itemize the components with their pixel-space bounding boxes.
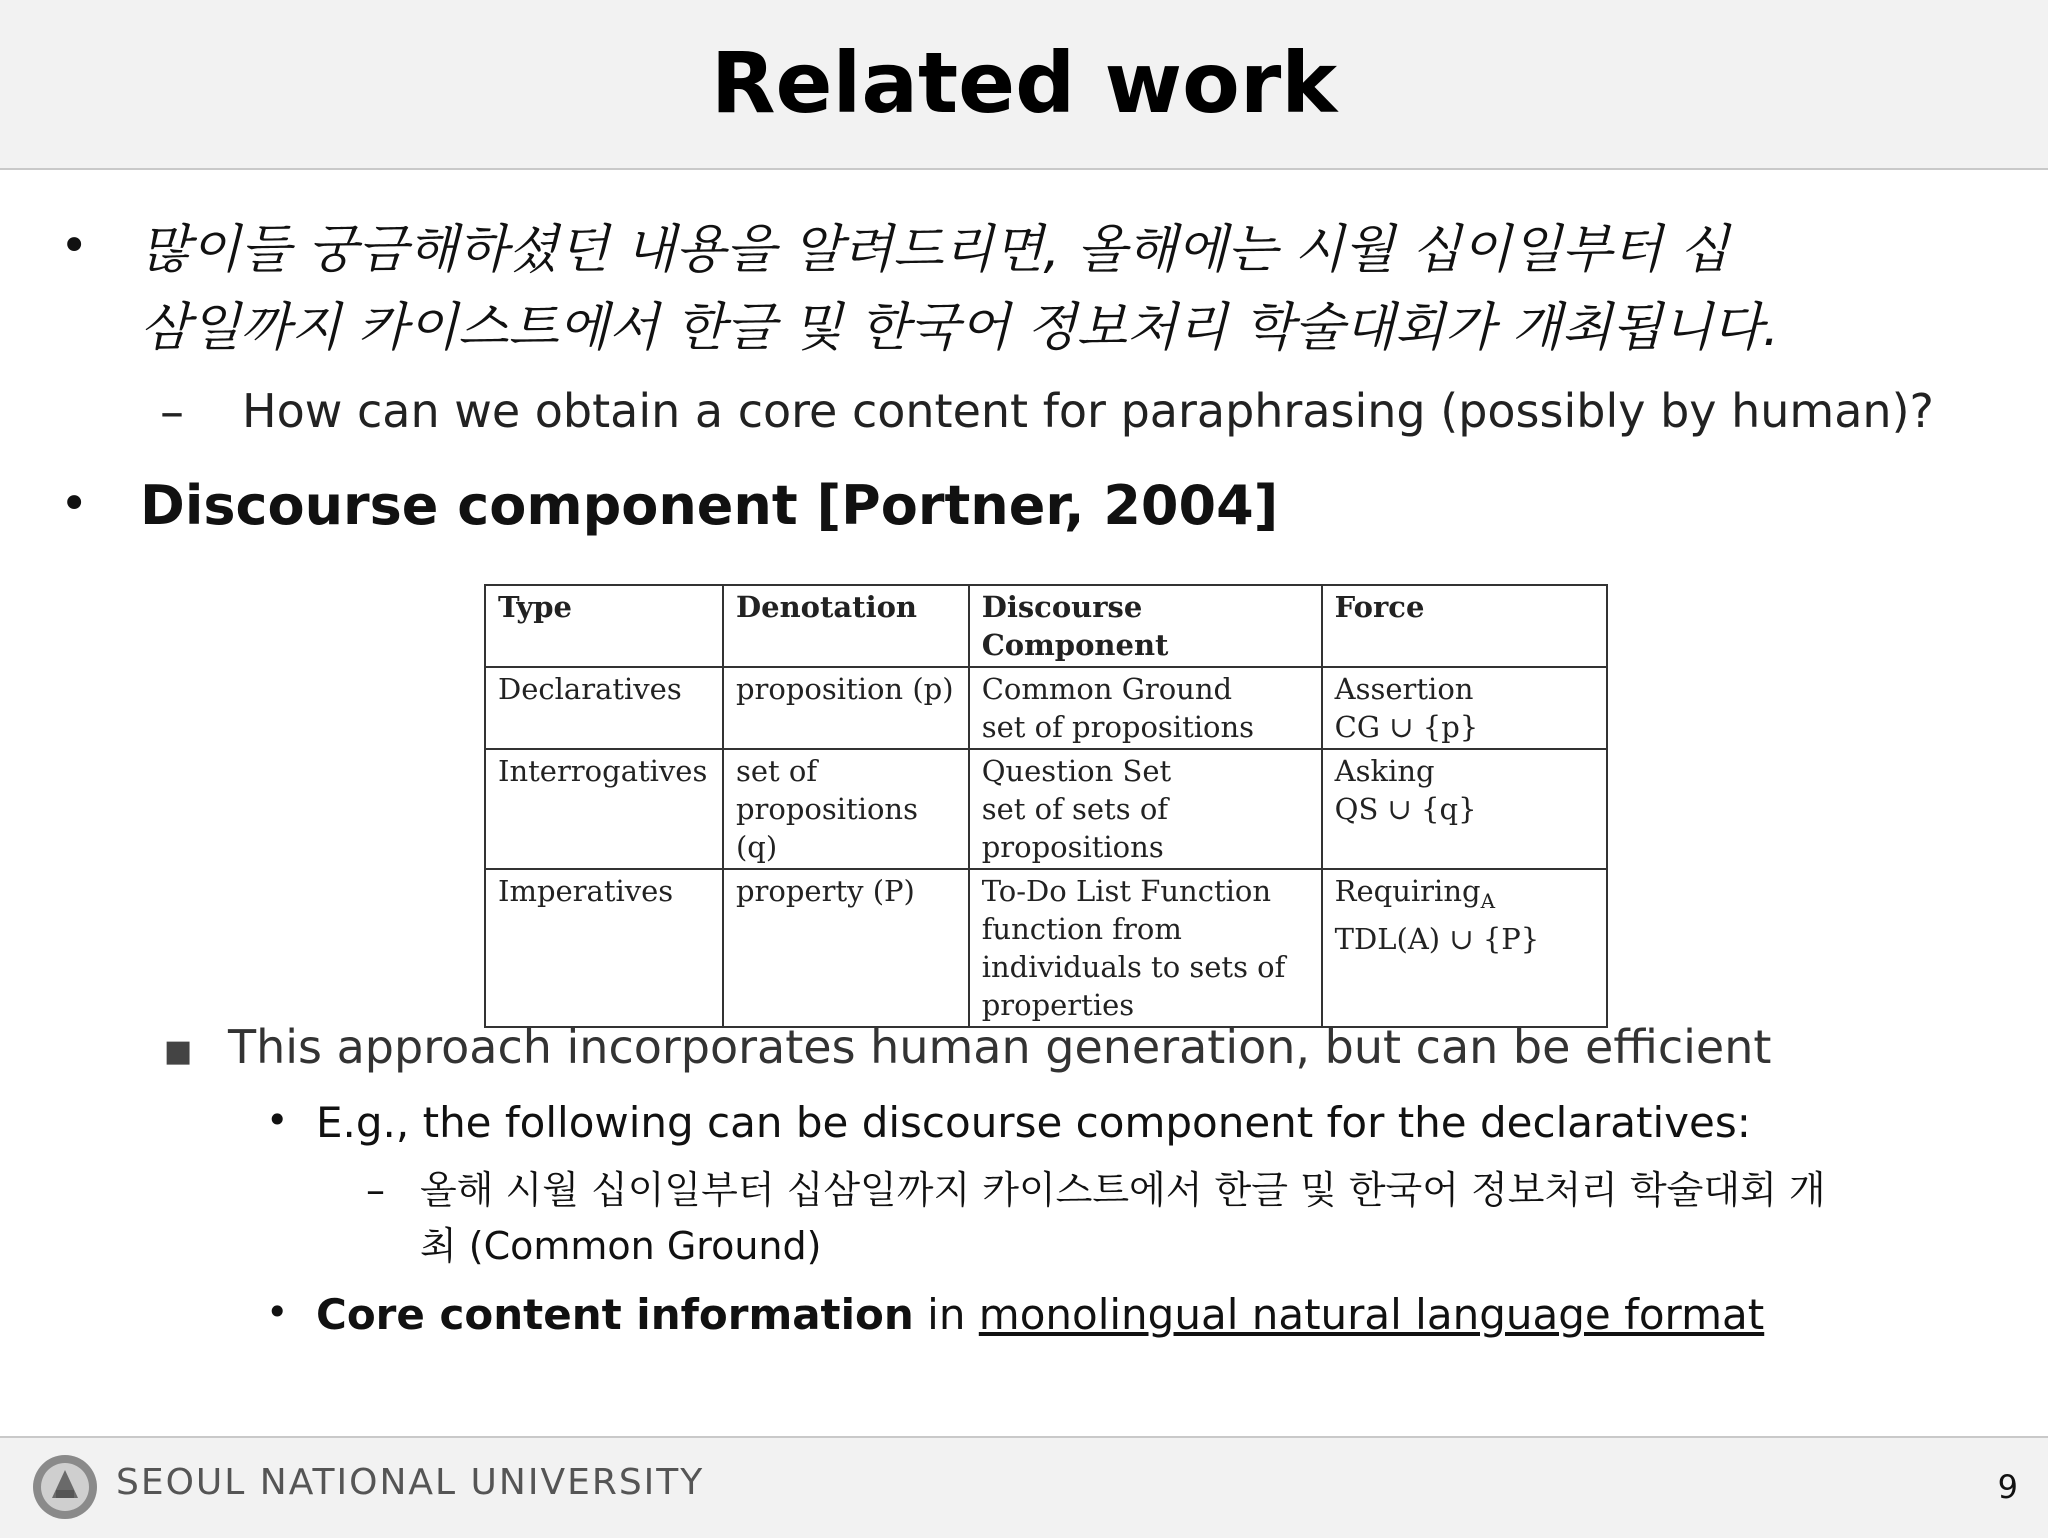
table-cell: Common Ground set of propositions bbox=[969, 667, 1322, 749]
university-name: SEOUL NATIONAL UNIVERSITY bbox=[116, 1462, 705, 1503]
table-cell: Requiring$_A$ TDL(A) ∪ {P} bbox=[1322, 869, 1607, 1027]
bullet-dot: • bbox=[266, 1098, 289, 1142]
table-cell: To-Do List Function function from individuals to sets of properties bbox=[969, 869, 1322, 1027]
table-cell: Declaratives bbox=[485, 667, 723, 749]
table-cell: set of propositions (q) bbox=[723, 749, 969, 869]
core-content-bold: Core content information bbox=[316, 1290, 914, 1339]
table-header-cell: Discourse Component bbox=[969, 585, 1322, 667]
question-subpoint: How can we obtain a core content for paraphrasing (possibly by human)? bbox=[242, 384, 1934, 438]
table-header-row bbox=[485, 585, 1607, 667]
bullet-dot: • bbox=[60, 218, 89, 274]
table-cell: Question Set set of sets of propositions bbox=[969, 749, 1322, 869]
table-cell: property (P) bbox=[723, 869, 969, 1027]
table-header-cell: Denotation bbox=[723, 585, 969, 667]
korean-sentence-line1: 많이들 궁금해하셨던 내용을 알려드리면, 올해에는 시월 십이일부터 십 bbox=[140, 220, 1729, 280]
core-content-point: Core content information in monolingual natural language format bbox=[316, 1290, 1765, 1339]
bullet-dot: • bbox=[60, 476, 89, 532]
example-point: E.g., the following can be discourse component for the declaratives: bbox=[316, 1098, 1751, 1147]
table-cell: Imperatives bbox=[485, 869, 723, 1027]
table-cell: Interrogatives bbox=[485, 749, 723, 869]
table-header-cell: Type bbox=[485, 585, 723, 667]
dash-marker: – bbox=[366, 1168, 385, 1212]
core-content-underline: monolingual natural language format bbox=[978, 1290, 1765, 1339]
page-number: 9 bbox=[1997, 1468, 2018, 1506]
slide-title: Related work bbox=[710, 34, 1338, 132]
approach-point: This approach incorporates human generation, but can be efficient bbox=[228, 1020, 1772, 1074]
korean-sentence-line2: 삼일까지 카이스트에서 한글 및 한국어 정보처리 학술대회가 개최됩니다. bbox=[140, 298, 1780, 358]
snu-emblem-icon bbox=[30, 1452, 100, 1522]
table-cell: Assertion CG ∪ {p} bbox=[1322, 667, 1607, 749]
table-row bbox=[485, 749, 1607, 869]
discourse-table bbox=[484, 584, 1608, 1028]
discourse-component-heading: Discourse component [Portner, 2004] bbox=[140, 474, 1279, 537]
korean-example-line2: 최 (Common Ground) bbox=[420, 1224, 822, 1268]
table-header-cell: Force bbox=[1322, 585, 1607, 667]
table-cell: proposition (p) bbox=[723, 667, 969, 749]
bullet-dot: • bbox=[266, 1290, 289, 1334]
table-cell: Asking QS ∪ {q} bbox=[1322, 749, 1607, 869]
square-bullet-icon: ■ bbox=[164, 1034, 193, 1069]
korean-example-line1: 올해 시월 십이일부터 십삼일까지 카이스트에서 한글 및 한국어 정보처리 학술대회 개 bbox=[420, 1168, 1826, 1212]
table-row bbox=[485, 667, 1607, 749]
table-row bbox=[485, 869, 1607, 1027]
dash-marker: – bbox=[160, 384, 184, 440]
